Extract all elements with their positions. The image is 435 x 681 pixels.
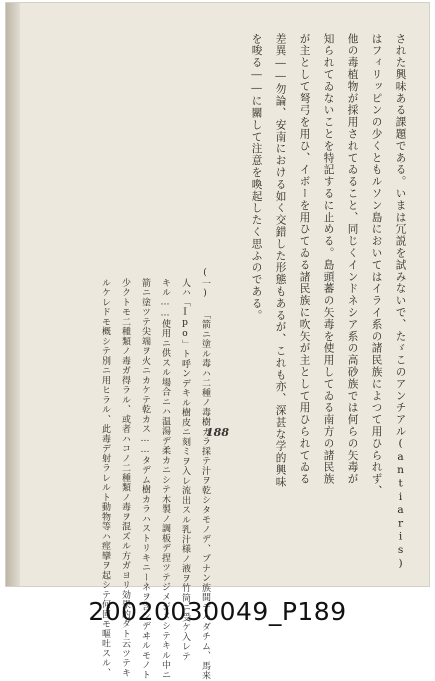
footnote-line-4: 箭ニ塗ツテ尖端ヲ火ニカケテ乾カス……タデム樹カラハストリキニーネヲ含ンデヰルモノト	[140, 278, 150, 680]
footnote-line-3: キル……使用ニ供スル場合ニハ温湯デ柔カニシテ木製ノ調板デ捏ツテジメジメシテキル中ニ	[160, 278, 170, 680]
image-id-caption: 20020030049_P189	[88, 597, 347, 626]
main-text-line-2: はフィリッピンの少くともルソン島においてはイライ系の諸民族によつて用ひられず、	[370, 33, 383, 498]
main-text-line-4: 知られてゐないことを特記するに止める。島頭蕃の矢毒を使用してゐる南方の諸民族	[322, 33, 335, 486]
footnote-line-2: 人ハ「Ipo」ト呼ンデキル樹皮ニ刻ミヲ入レ流出スル乳汁様ノ液ヲ竹筒ニ受ケ入レテ	[180, 278, 190, 662]
main-text-line-3: 他の毒植物が採用されてゐること、同じくインドネシア系の高砂族では何らの矢毒が	[346, 33, 359, 486]
page-number: 188	[206, 426, 229, 439]
main-text-line-1: された興味ある課題である。いまは冗説を試みないで、たゞこのアンチアル(antiaris)	[394, 33, 407, 571]
footnote-line-5: 少クトモ二種類ノ毒ガ得ラル、或者ハコノ二種類ノ毒ヲ混ズル方ガヨリ効果的ダト云ツテキ	[120, 278, 130, 678]
footnote-line-1: (一) 「箭ニ塗ル毒ハ二種ノ毒樹カラ採テ汁ヲ乾シタモノデ、ブナン族間デハダチム、馬来	[200, 268, 210, 681]
main-text-line-6: 差異――勿論、安南における如く交錯した形態もあるが、これも亦、深甚な学的興味	[274, 33, 287, 488]
main-text-line-7: を唆る――に關して注意を喚起したく思ふのである。	[250, 33, 263, 322]
main-text-line-5: が主として弩弓を用ひ、イボーを用ひてゐる諸民族に吹矢が主として用ひられてゐる	[298, 33, 311, 486]
footnote-line-6: ルケレドモ概シテ別ニ用ヒラル、此毒デ射ラレルト動物等ハ痙攣ヲ起シテ何回モ嘔吐スル、	[100, 278, 110, 678]
page-spine-shadow	[6, 3, 20, 586]
